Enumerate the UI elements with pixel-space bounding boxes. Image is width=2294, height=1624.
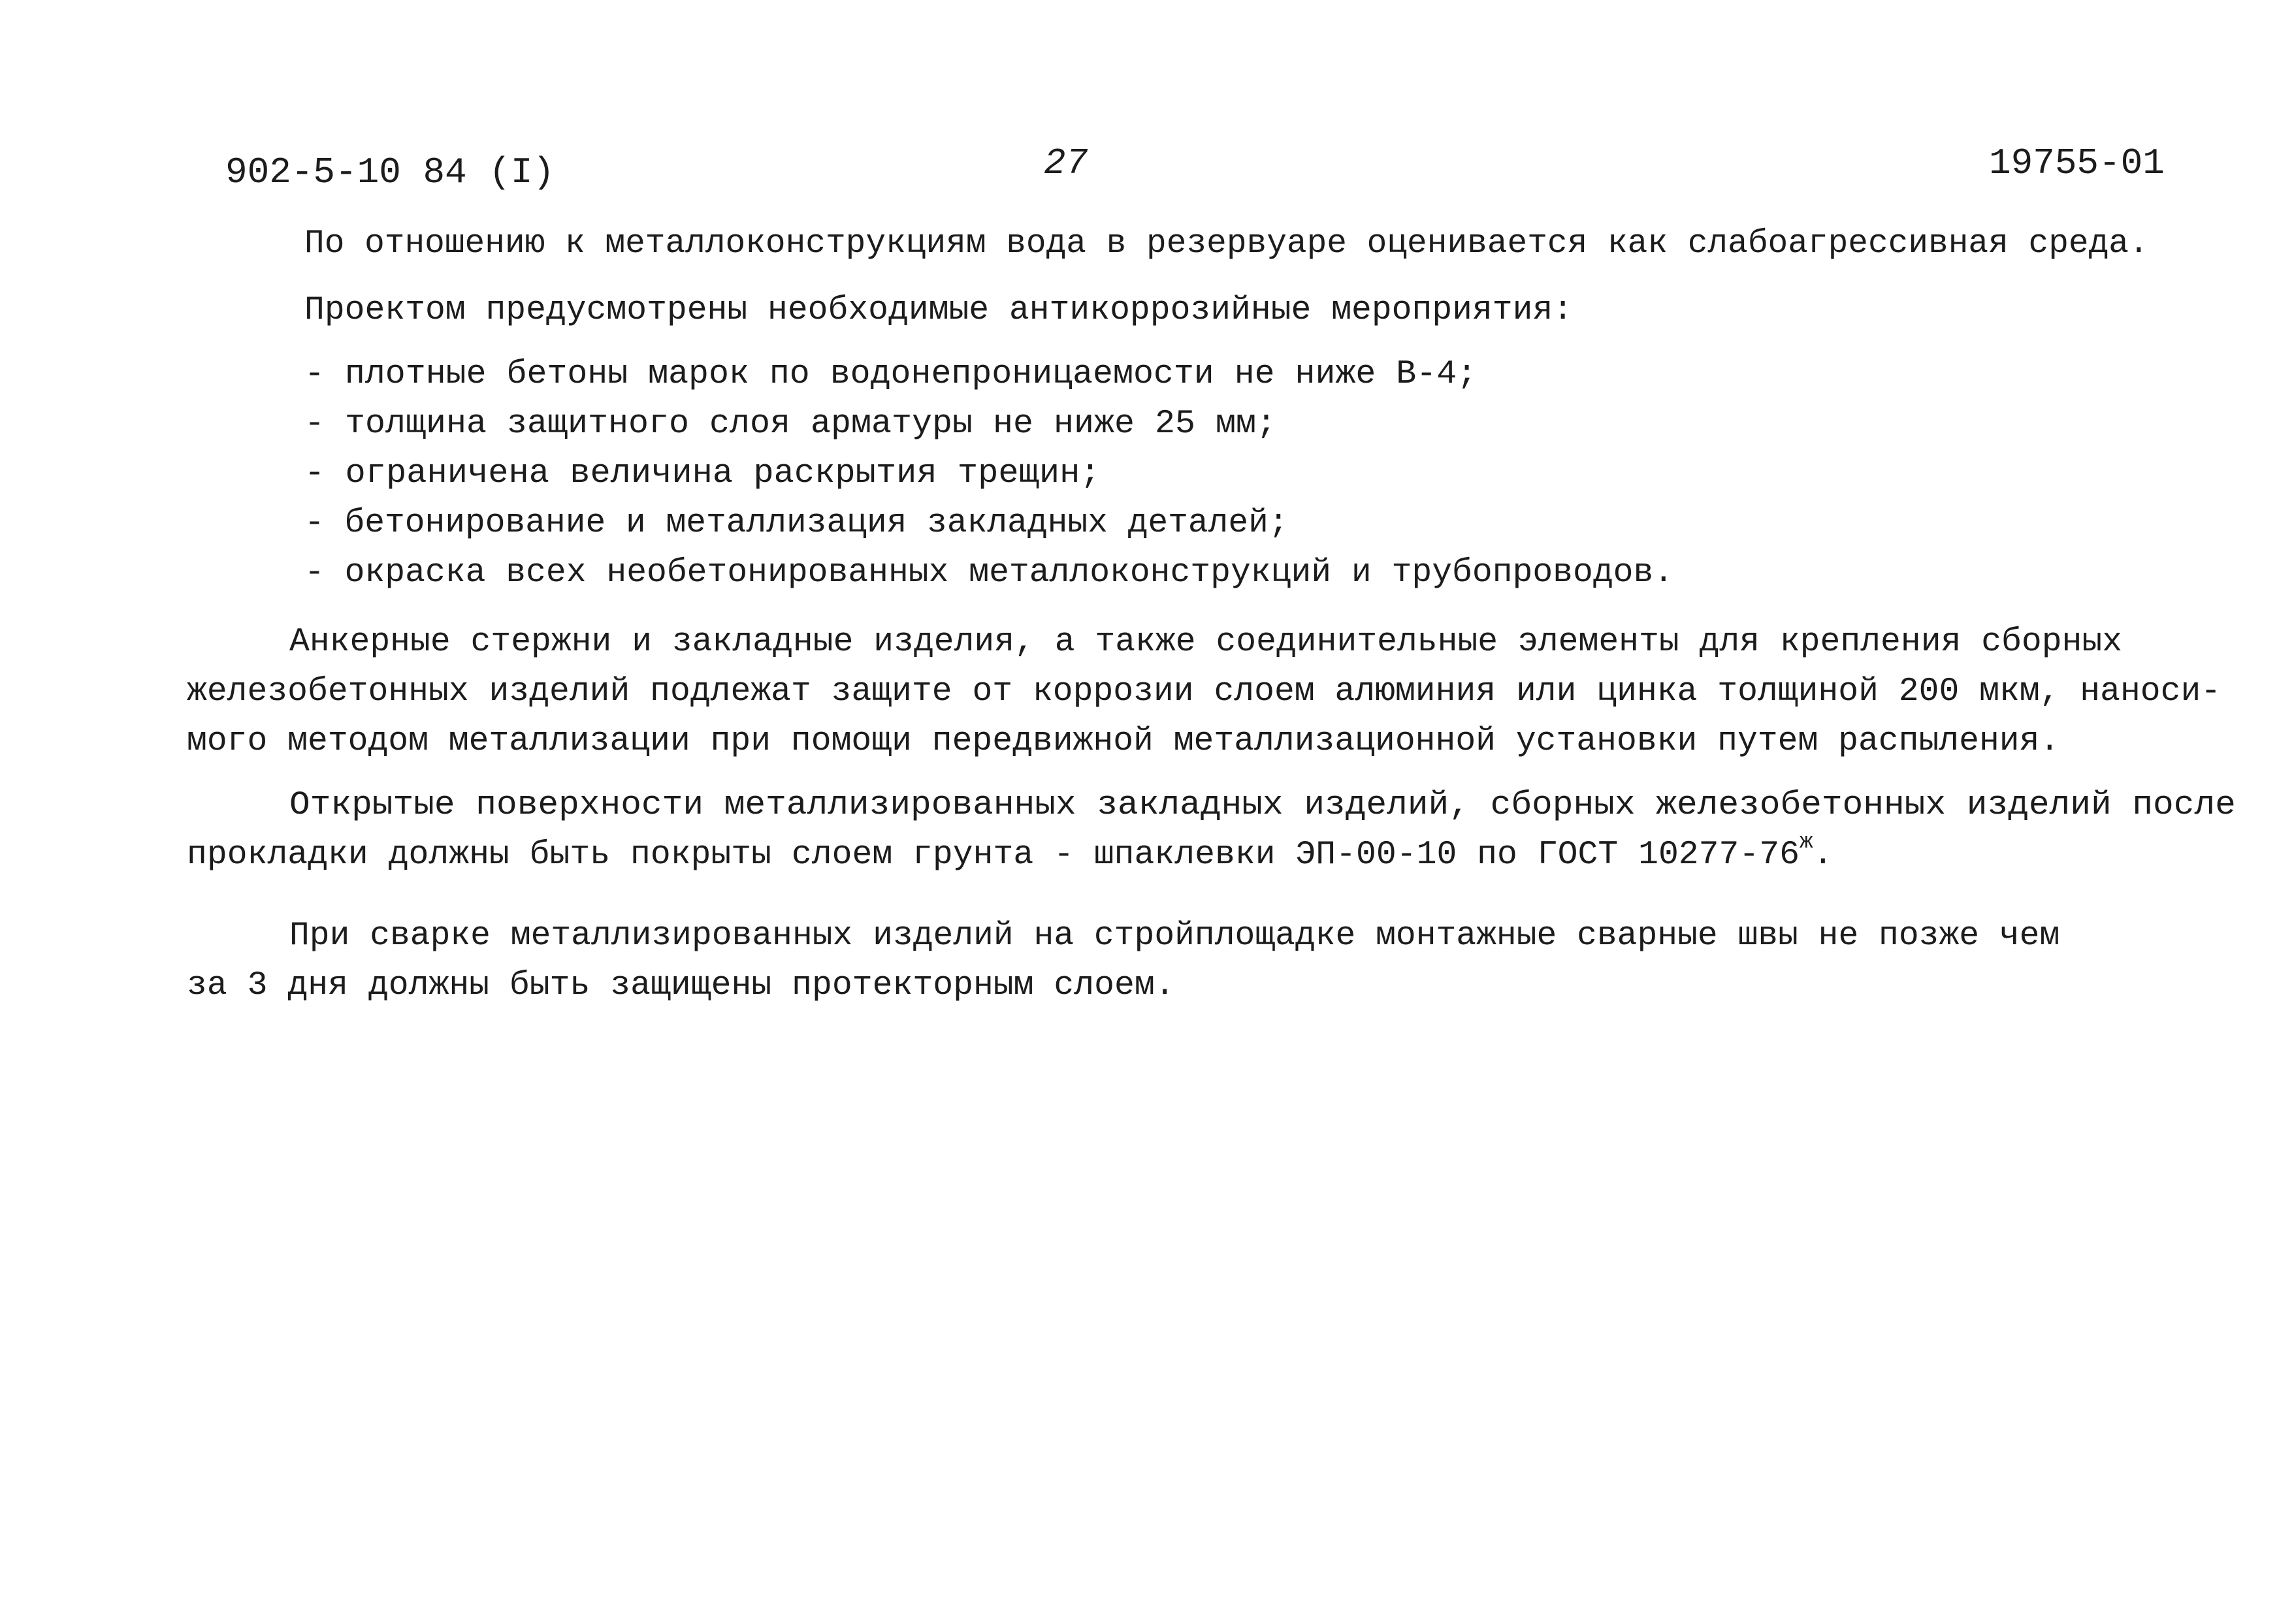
measure-item: - плотные бетоны марок по водонепроницаемости не ниже В-4; — [304, 356, 1478, 393]
paragraph-anchor-rods-line: железобетонных изделий подлежат защите от коррозии слоем алюминия или цинка толщиной 200 мкм, наноси- — [187, 673, 2221, 710]
superscript-mark: ж — [1799, 830, 1813, 855]
measure-item: - бетонирование и металлизация закладных деталей; — [304, 505, 1289, 542]
paragraph-open-surfaces-line: Открытые поверхности металлизированных закладных изделий, сборных железобетонных изделий после — [289, 787, 2236, 824]
measure-item: - окраска всех необетонированных металлоконструкций и трубопроводов. — [304, 554, 1674, 592]
paragraph-measures-intro: Проектом предусмотрены необходимые антикоррозийные мероприятия: — [304, 292, 1574, 329]
document-code: 902-5-10 84 (I) — [225, 151, 555, 193]
measure-item: - толщина защитного слоя арматуры не ниже 25 мм; — [304, 406, 1277, 443]
paragraph-open-surfaces-line — [187, 830, 1834, 874]
paragraph-welding-line: за 3 дня должны быть защищены протекторным слоем. — [187, 967, 1175, 1004]
document-number: 19755-01 — [1989, 142, 2165, 184]
measure-item: - ограничена величина раскрытия трещин; — [304, 455, 1101, 492]
paragraph-anchor-rods-line: мого методом металлизации при помощи передвижной металлизационной установки путем распыления. — [187, 723, 2060, 760]
page-number: 27 — [1044, 142, 1088, 184]
paragraph-water-aggressiveness: По отношению к металлоконструкциям вода в резервуаре оценивается как слабоагрессивная среда. — [304, 225, 2149, 263]
open-surfaces-text: прокладки должны быть покрыты слоем грунта - шпаклевки ЭП-00-10 по ГОСТ 10277-76 — [187, 836, 1800, 874]
paragraph-welding-line: При сварке металлизированных изделий на стройплощадке монтажные сварные швы не позже чем — [289, 917, 2060, 955]
sentence-end: . — [1813, 836, 1834, 874]
paragraph-anchor-rods-line: Анкерные стержни и закладные изделия, а также соединительные элементы для крепления сборных — [289, 624, 2123, 661]
